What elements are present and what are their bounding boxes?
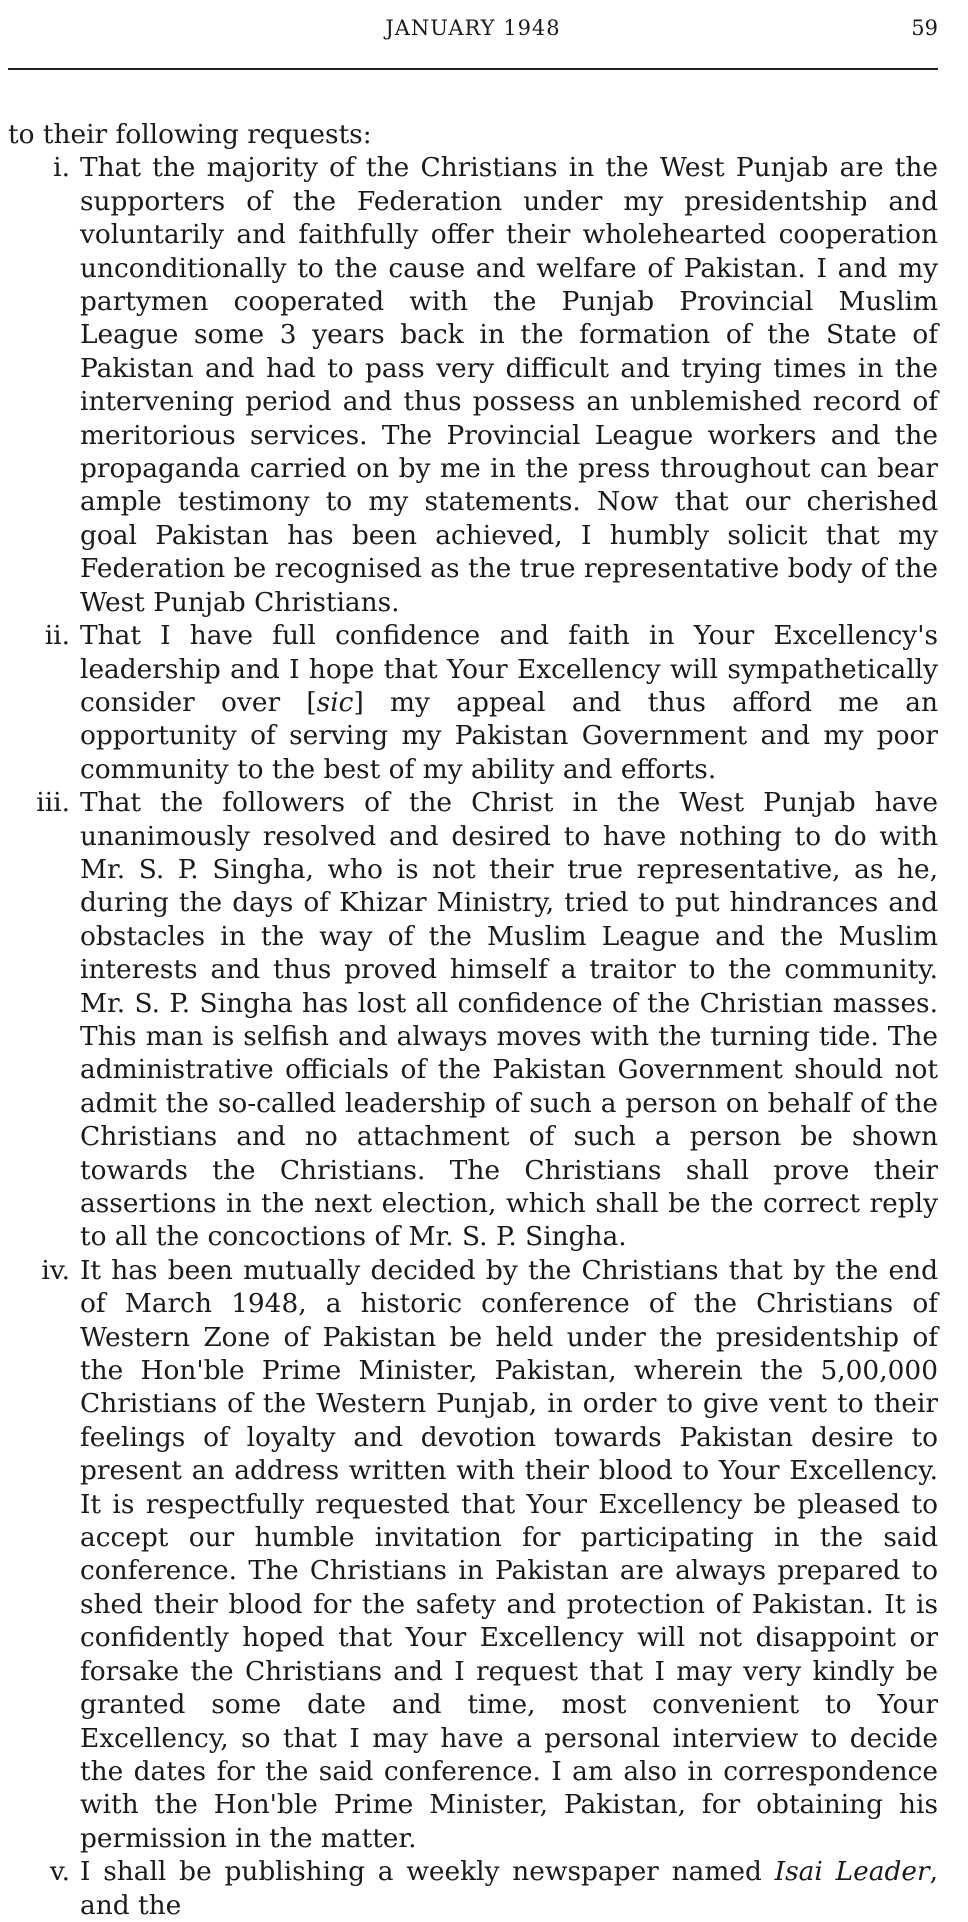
request-item-iii: [8, 786, 938, 1254]
intro-line: to their following requests:: [8, 119, 372, 150]
body-text: [8, 118, 938, 1922]
request-text-italic: sic: [316, 686, 354, 718]
request-text: [80, 1855, 938, 1922]
request-numeral: i.: [53, 152, 70, 184]
page-header: [8, 12, 938, 56]
request-numeral: ii.: [44, 620, 70, 652]
request-text: It has been mutually decided by the Christians that by the end of March 1948, a historic conference of the Christians of Western Zone of Pakistan be held under the presidentship of the Hon'ble Prime Minister, Pakistan, wherein the 5,00,000 Christians of the Western Punjab, in order to give vent to their feelings of loyalty and devotion towards Pakistan desire to present an address written with their blood to Your Excellency. It is respectfully requested that Your Excellency be pleased to accept our humble invitation for participating in the said conference. The Christians in Pakistan are always prepared to shed their blood for the safety and protection of Pakistan. It is confidently hoped that Your Excellency will not disappoint or forsake the Christians and I request that I may very kindly be granted some date and time, most convenient to Your Excellency, so that I may have a personal interview to decide the dates for the said conference. I am also in correspondence with the Hon'ble Prime Minister, Pakistan, for obtaining his permission in the matter.: [80, 1254, 938, 1854]
request-item-iv: [8, 1254, 938, 1855]
request-numeral: iv.: [41, 1254, 70, 1286]
request-numeral: iii.: [36, 787, 70, 819]
request-text: [80, 619, 938, 786]
request-numeral: v.: [49, 1856, 70, 1888]
request-text-part: I shall be publishing a weekly newspaper named: [80, 1856, 775, 1888]
request-text-part: ] my appeal and thus afford me an opportunity of serving my Pakistan Government and my poor community to the best of my ability and efforts.: [80, 686, 938, 785]
request-text: That the majority of the Christians in the West Punjab are the supporters of the Federation under my presidentship and voluntarily and faithfully offer their wholehearted cooperation unconditionally to the cause and welfare of Pakistan. I and my partymen cooperated with the Punjab Provincial Muslim League some 3 years back in the formation of the State of Pakistan and had to pass very difficult and trying times in the intervening period and thus possess an unblemished record of meritorious services. The Provincial League workers and the propaganda carried on by me in the press throughout can bear ample testimony to my statements. Now that our cherished goal Pakistan has been achieved, I humbly solicit that my Federation be recognised as the true representative body of the West Punjab Christians.: [80, 152, 938, 618]
request-item-v: [8, 1855, 938, 1922]
header-rule: [8, 68, 938, 70]
running-head: JANUARY 1948: [385, 16, 561, 40]
request-text: That the followers of the Christ in the West Punjab have unanimously resolved and desired to have nothing to do with Mr. S. P. Singha, who is not their true representative, as he, during the days of Khizar Ministry, tried to put hindrances and obstacles in the way of the Muslim League and the Muslim interests and thus proved himself a traitor to the community. Mr. S. P. Singha has lost all confidence of the Christian masses. This man is selfish and always moves with the turning tide. The administrative officials of the Pakistan Government should not admit the so-called leadership of such a person on behalf of the Christians and no attachment of such a person be shown towards the Christians. The Christians shall prove their assertions in the next election, which shall be the correct reply to all the concoctions of Mr. S. P. Singha.: [80, 787, 938, 1253]
request-text-part: That I have full confidence and faith in Your Excellency's leadership and I hope that Your Excellency will sympathetically consider over [: [80, 620, 938, 718]
request-text-part: , and the: [80, 1856, 938, 1921]
request-item-ii: [8, 619, 938, 786]
request-text-italic: Isai Leader: [774, 1856, 930, 1888]
page-number: 59: [911, 16, 938, 40]
request-item-i: [8, 151, 938, 619]
